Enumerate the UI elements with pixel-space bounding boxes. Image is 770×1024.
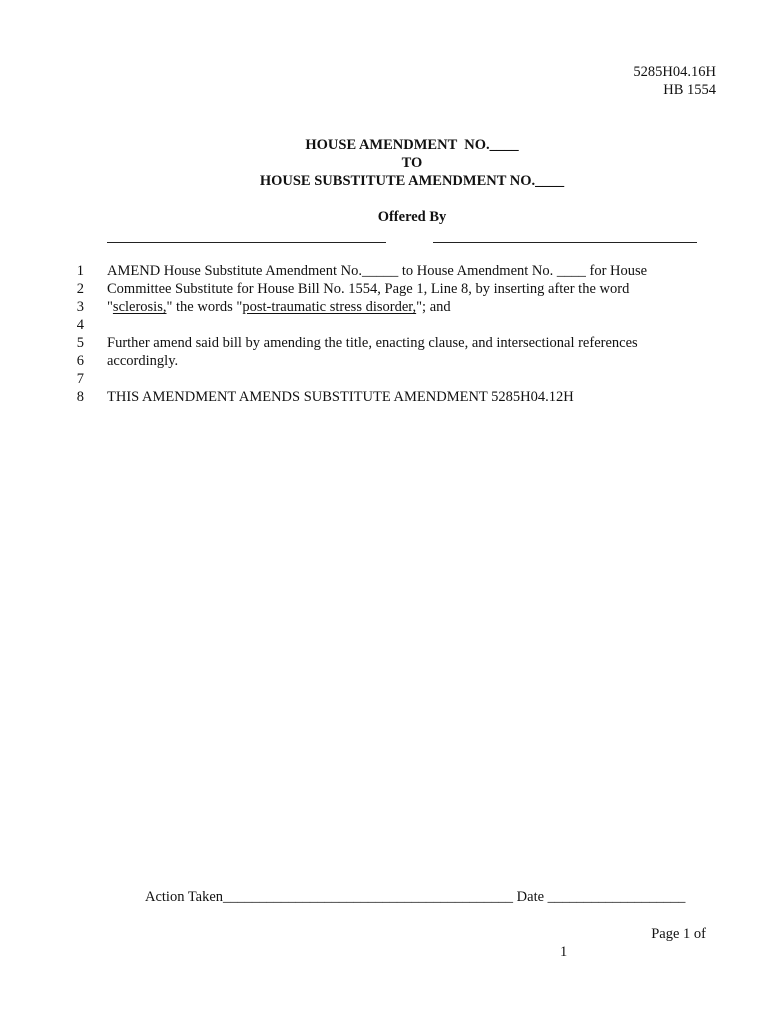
line-number: 8 [76,389,84,405]
sponsor-signature-line [107,242,386,243]
sponsor-district-line [433,242,697,243]
offered-by-label: Offered By [377,209,447,225]
amendment-line: AMEND House Substitute Amendment No._____ to House Amendment No. ____ for House [107,263,648,279]
line-number: 4 [76,317,84,333]
amendment-line: Further amend said bill by amending the title, enacting clause, and intersectional references [107,335,638,351]
bill-number: HB 1554 [663,82,716,98]
amendment-line [107,299,451,316]
line-number: 5 [76,335,84,351]
line-number: 1 [76,263,84,279]
line-text-middle: " the words " [166,299,243,315]
page-total: 1 [560,944,568,960]
action-taken-line: Action Taken________________________________________ Date ___________________ [145,889,686,905]
amendment-line: THIS AMENDMENT AMENDS SUBSTITUTE AMENDMENT 5285H04.12H [107,389,574,405]
document-code: 5285H04.16H [633,64,716,80]
underlined-word-sclerosis: sclerosis, [112,299,167,315]
line-number: 6 [76,353,84,369]
line-number: 2 [76,281,84,297]
line-text-end: "; and [416,299,451,315]
line-number: 3 [76,299,84,315]
substitute-amendment-title: HOUSE SUBSTITUTE AMENDMENT NO.____ [259,173,565,189]
amendment-title-to: TO [401,155,423,171]
amendment-line: accordingly. [107,353,179,369]
line-number: 7 [76,371,84,387]
underlined-inserted-words: post-traumatic stress disorder, [242,299,417,315]
page-label: Page 1 of [651,926,706,942]
amendment-line: Committee Substitute for House Bill No. 1554, Page 1, Line 8, by inserting after the word [107,281,630,297]
amendment-title: HOUSE AMENDMENT NO.____ [305,137,519,153]
quote-mark: " [107,299,113,315]
